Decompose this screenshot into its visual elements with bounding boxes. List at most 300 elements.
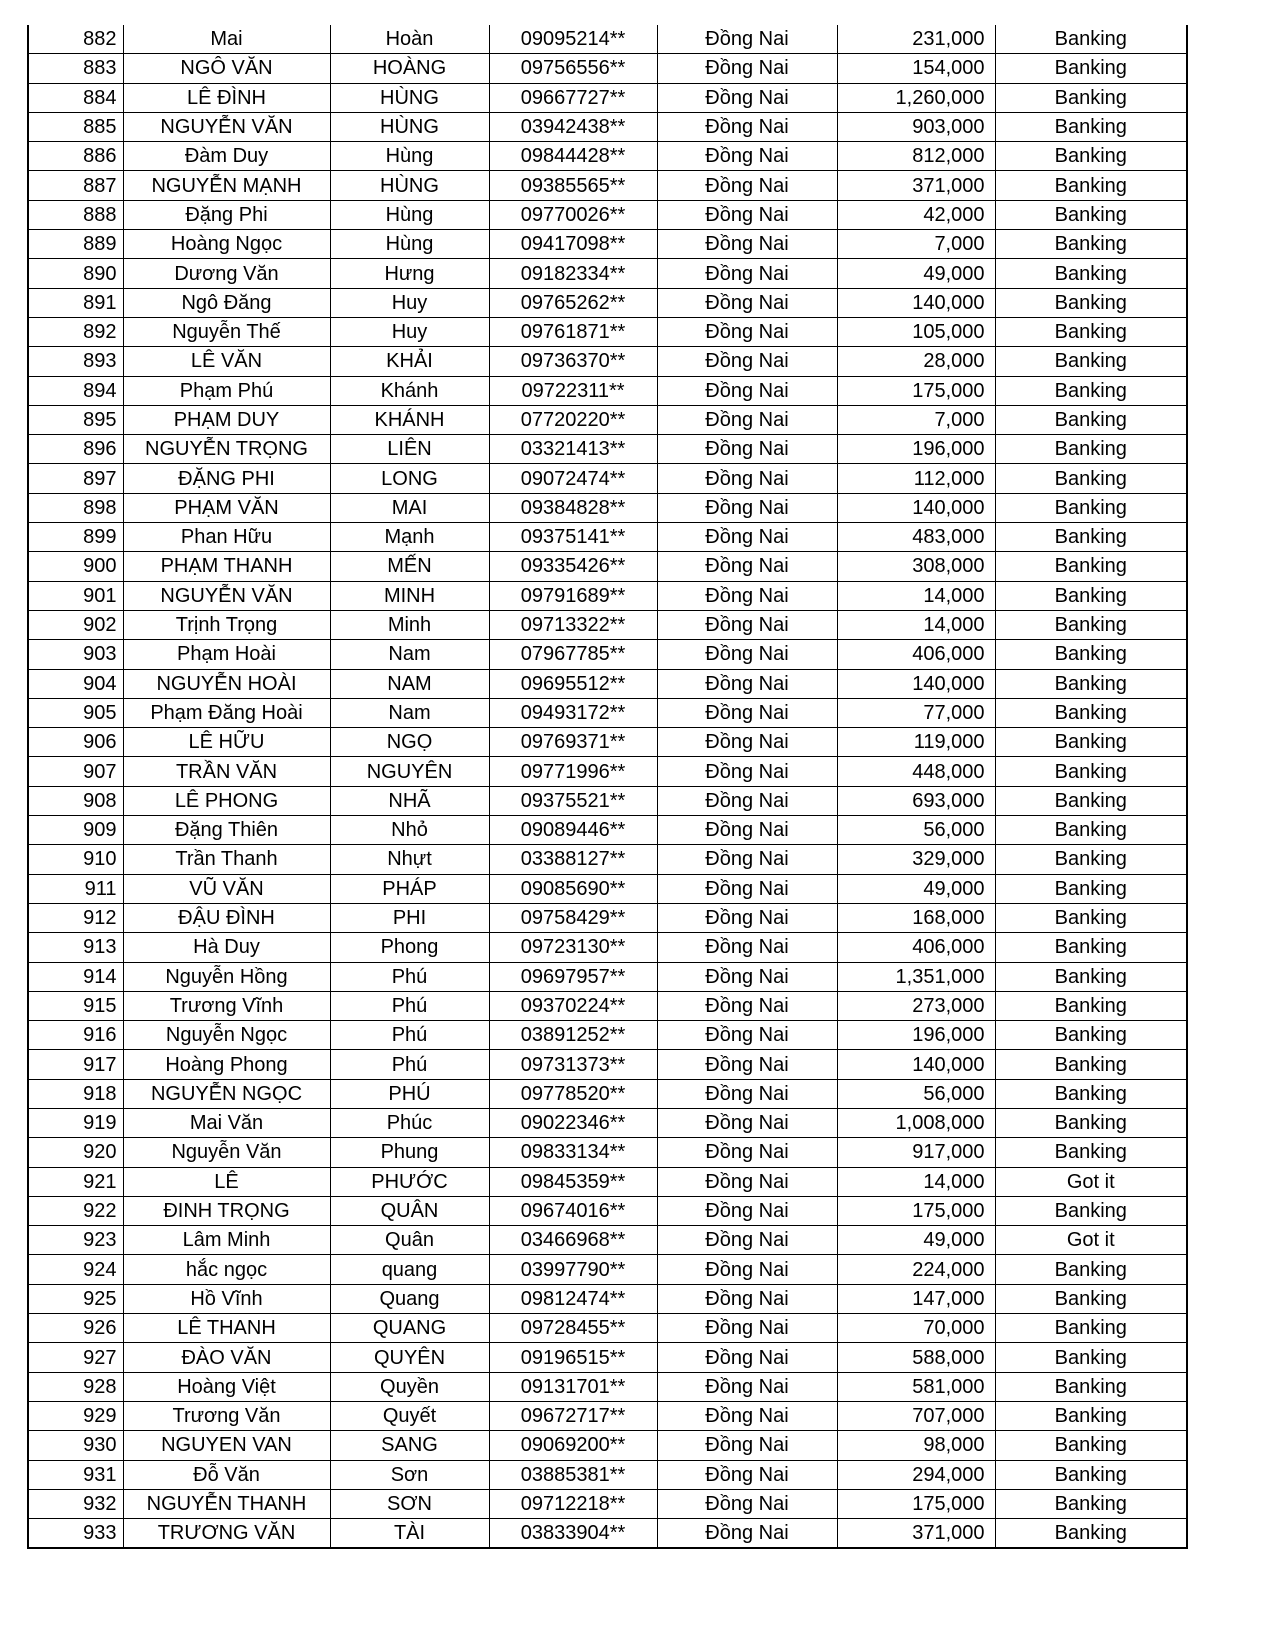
payment-method-cell: Banking <box>995 347 1187 376</box>
amount-cell: 105,000 <box>837 317 995 346</box>
payment-method-cell: Banking <box>995 1372 1187 1401</box>
province-cell: Đồng Nai <box>657 317 837 346</box>
payment-method-cell: Banking <box>995 640 1187 669</box>
payment-method-cell: Banking <box>995 25 1187 54</box>
last-name-cell: LÊ PHONG <box>123 786 330 815</box>
province-cell: Đồng Nai <box>657 1314 837 1343</box>
row-number: 929 <box>28 1401 123 1430</box>
payment-method-cell: Banking <box>995 610 1187 639</box>
table-row <box>28 523 1187 552</box>
first-name-cell: Huy <box>330 288 489 317</box>
phone-cell: 09072474** <box>489 464 657 493</box>
row-number: 922 <box>28 1196 123 1225</box>
phone-cell: 09417098** <box>489 230 657 259</box>
payment-method-cell: Banking <box>995 552 1187 581</box>
table-row <box>28 1284 1187 1313</box>
phone-cell: 03942438** <box>489 112 657 141</box>
payment-method-cell: Banking <box>995 230 1187 259</box>
row-number: 894 <box>28 376 123 405</box>
table-row <box>28 552 1187 581</box>
amount-cell: 154,000 <box>837 54 995 83</box>
payment-method-cell: Banking <box>995 845 1187 874</box>
table-row <box>28 435 1187 464</box>
row-number: 913 <box>28 933 123 962</box>
payment-method-cell: Banking <box>995 1079 1187 1108</box>
payment-method-cell: Banking <box>995 728 1187 757</box>
row-number: 909 <box>28 816 123 845</box>
payment-method-cell: Banking <box>995 1021 1187 1050</box>
payment-method-cell: Banking <box>995 1519 1187 1549</box>
first-name-cell: NAM <box>330 669 489 698</box>
province-cell: Đồng Nai <box>657 1519 837 1549</box>
last-name-cell: hắc ngọc <box>123 1255 330 1284</box>
phone-cell: 03891252** <box>489 1021 657 1050</box>
amount-cell: 294,000 <box>837 1460 995 1489</box>
amount-cell: 308,000 <box>837 552 995 581</box>
province-cell: Đồng Nai <box>657 1226 837 1255</box>
table-row <box>28 1079 1187 1108</box>
last-name-cell: LÊ HỮU <box>123 728 330 757</box>
first-name-cell: QUANG <box>330 1314 489 1343</box>
first-name-cell: QUYÊN <box>330 1343 489 1372</box>
first-name-cell: quang <box>330 1255 489 1284</box>
first-name-cell: KHÁNH <box>330 405 489 434</box>
last-name-cell: Nguyễn Thế <box>123 317 330 346</box>
table-row <box>28 1489 1187 1518</box>
amount-cell: 98,000 <box>837 1431 995 1460</box>
amount-cell: 56,000 <box>837 816 995 845</box>
phone-cell: 09844428** <box>489 142 657 171</box>
table-row <box>28 25 1187 54</box>
row-number: 920 <box>28 1138 123 1167</box>
last-name-cell: Ngô Đăng <box>123 288 330 317</box>
province-cell: Đồng Nai <box>657 845 837 874</box>
province-cell: Đồng Nai <box>657 757 837 786</box>
payment-method-cell: Got it <box>995 1226 1187 1255</box>
last-name-cell: Trịnh Trọng <box>123 610 330 639</box>
row-number: 899 <box>28 523 123 552</box>
phone-cell: 07967785** <box>489 640 657 669</box>
province-cell: Đồng Nai <box>657 1050 837 1079</box>
table-row <box>28 200 1187 229</box>
first-name-cell: Hưng <box>330 259 489 288</box>
phone-cell: 07720220** <box>489 405 657 434</box>
payment-method-cell: Banking <box>995 1050 1187 1079</box>
phone-cell: 09384828** <box>489 493 657 522</box>
amount-cell: 483,000 <box>837 523 995 552</box>
first-name-cell: Nam <box>330 698 489 727</box>
province-cell: Đồng Nai <box>657 640 837 669</box>
amount-cell: 917,000 <box>837 1138 995 1167</box>
amount-cell: 329,000 <box>837 845 995 874</box>
first-name-cell: Phung <box>330 1138 489 1167</box>
last-name-cell: Phạm Hoài <box>123 640 330 669</box>
amount-cell: 1,008,000 <box>837 1108 995 1137</box>
row-number: 887 <box>28 171 123 200</box>
province-cell: Đồng Nai <box>657 142 837 171</box>
last-name-cell: Nguyễn Hồng <box>123 962 330 991</box>
amount-cell: 119,000 <box>837 728 995 757</box>
payment-method-cell: Banking <box>995 376 1187 405</box>
table-row <box>28 845 1187 874</box>
table-row <box>28 288 1187 317</box>
first-name-cell: Phong <box>330 933 489 962</box>
last-name-cell: LÊ VĂN <box>123 347 330 376</box>
first-name-cell: KHẢI <box>330 347 489 376</box>
last-name-cell: Phạm Phú <box>123 376 330 405</box>
table-row <box>28 1021 1187 1050</box>
table-body <box>28 25 1187 1548</box>
payment-method-cell: Banking <box>995 1489 1187 1518</box>
phone-cell: 09728455** <box>489 1314 657 1343</box>
amount-cell: 140,000 <box>837 493 995 522</box>
first-name-cell: NHÃ <box>330 786 489 815</box>
payment-method-cell: Banking <box>995 786 1187 815</box>
phone-cell: 09370224** <box>489 991 657 1020</box>
amount-cell: 7,000 <box>837 230 995 259</box>
payment-method-cell: Banking <box>995 142 1187 171</box>
payment-method-cell: Banking <box>995 1255 1187 1284</box>
first-name-cell: Quyền <box>330 1372 489 1401</box>
last-name-cell: Hoàng Phong <box>123 1050 330 1079</box>
last-name-cell: NGUYỄN VĂN <box>123 112 330 141</box>
province-cell: Đồng Nai <box>657 200 837 229</box>
amount-cell: 14,000 <box>837 581 995 610</box>
table-row <box>28 54 1187 83</box>
phone-cell: 09182334** <box>489 259 657 288</box>
payment-method-cell: Banking <box>995 435 1187 464</box>
amount-cell: 196,000 <box>837 1021 995 1050</box>
amount-cell: 224,000 <box>837 1255 995 1284</box>
table-row <box>28 874 1187 903</box>
first-name-cell: Quyết <box>330 1401 489 1430</box>
first-name-cell: Nam <box>330 640 489 669</box>
table-row <box>28 376 1187 405</box>
last-name-cell: VŨ VĂN <box>123 874 330 903</box>
phone-cell: 09095214** <box>489 25 657 54</box>
province-cell: Đồng Nai <box>657 991 837 1020</box>
last-name-cell: LÊ ĐÌNH <box>123 83 330 112</box>
province-cell: Đồng Nai <box>657 903 837 932</box>
first-name-cell: PHI <box>330 903 489 932</box>
payment-method-cell: Banking <box>995 493 1187 522</box>
amount-cell: 14,000 <box>837 1167 995 1196</box>
phone-cell: 09791689** <box>489 581 657 610</box>
row-number: 906 <box>28 728 123 757</box>
first-name-cell: Khánh <box>330 376 489 405</box>
row-number: 891 <box>28 288 123 317</box>
phone-cell: 09131701** <box>489 1372 657 1401</box>
payment-method-cell: Banking <box>995 1401 1187 1430</box>
last-name-cell: Nguyễn Văn <box>123 1138 330 1167</box>
last-name-cell: TRẦN VĂN <box>123 757 330 786</box>
province-cell: Đồng Nai <box>657 1167 837 1196</box>
first-name-cell: Nhựt <box>330 845 489 874</box>
row-number: 896 <box>28 435 123 464</box>
province-cell: Đồng Nai <box>657 464 837 493</box>
province-cell: Đồng Nai <box>657 288 837 317</box>
amount-cell: 14,000 <box>837 610 995 639</box>
amount-cell: 140,000 <box>837 1050 995 1079</box>
amount-cell: 707,000 <box>837 1401 995 1430</box>
table-row <box>28 610 1187 639</box>
payment-method-cell: Banking <box>995 1460 1187 1489</box>
phone-cell: 09375521** <box>489 786 657 815</box>
last-name-cell: ĐẬU ĐÌNH <box>123 903 330 932</box>
first-name-cell: Hùng <box>330 230 489 259</box>
table-row <box>28 933 1187 962</box>
amount-cell: 588,000 <box>837 1343 995 1372</box>
province-cell: Đồng Nai <box>657 1489 837 1518</box>
amount-cell: 903,000 <box>837 112 995 141</box>
province-cell: Đồng Nai <box>657 610 837 639</box>
payment-method-cell: Banking <box>995 1314 1187 1343</box>
row-number: 898 <box>28 493 123 522</box>
phone-cell: 09736370** <box>489 347 657 376</box>
row-number: 889 <box>28 230 123 259</box>
phone-cell: 09085690** <box>489 874 657 903</box>
first-name-cell: LONG <box>330 464 489 493</box>
phone-cell: 09722311** <box>489 376 657 405</box>
province-cell: Đồng Nai <box>657 1372 837 1401</box>
payment-method-cell: Banking <box>995 288 1187 317</box>
amount-cell: 231,000 <box>837 25 995 54</box>
phone-cell: 09697957** <box>489 962 657 991</box>
table-row <box>28 698 1187 727</box>
row-number: 897 <box>28 464 123 493</box>
last-name-cell: Mai <box>123 25 330 54</box>
last-name-cell: ĐÀO VĂN <box>123 1343 330 1372</box>
last-name-cell: NGUYỄN THANH <box>123 1489 330 1518</box>
last-name-cell: ĐẶNG PHI <box>123 464 330 493</box>
row-number: 883 <box>28 54 123 83</box>
amount-cell: 406,000 <box>837 933 995 962</box>
last-name-cell: Phan Hữu <box>123 523 330 552</box>
last-name-cell: Trương Văn <box>123 1401 330 1430</box>
table-row <box>28 1196 1187 1225</box>
phone-cell: 09493172** <box>489 698 657 727</box>
amount-cell: 693,000 <box>837 786 995 815</box>
amount-cell: 406,000 <box>837 640 995 669</box>
table-row <box>28 1138 1187 1167</box>
table-row <box>28 1519 1187 1549</box>
row-number: 882 <box>28 25 123 54</box>
payment-method-cell: Banking <box>995 464 1187 493</box>
row-number: 923 <box>28 1226 123 1255</box>
payment-method-cell: Banking <box>995 962 1187 991</box>
table-row <box>28 1343 1187 1372</box>
table-row <box>28 112 1187 141</box>
last-name-cell: ĐINH TRỌNG <box>123 1196 330 1225</box>
first-name-cell: Hùng <box>330 200 489 229</box>
first-name-cell: Phú <box>330 991 489 1020</box>
province-cell: Đồng Nai <box>657 1255 837 1284</box>
last-name-cell: Hà Duy <box>123 933 330 962</box>
last-name-cell: Hoàng Việt <box>123 1372 330 1401</box>
phone-cell: 09672717** <box>489 1401 657 1430</box>
first-name-cell: Huy <box>330 317 489 346</box>
amount-cell: 448,000 <box>837 757 995 786</box>
province-cell: Đồng Nai <box>657 1401 837 1430</box>
phone-cell: 09667727** <box>489 83 657 112</box>
province-cell: Đồng Nai <box>657 962 837 991</box>
phone-cell: 09022346** <box>489 1108 657 1137</box>
first-name-cell: Phúc <box>330 1108 489 1137</box>
first-name-cell: Hùng <box>330 142 489 171</box>
table-row <box>28 1431 1187 1460</box>
amount-cell: 28,000 <box>837 347 995 376</box>
table-row <box>28 405 1187 434</box>
table-row <box>28 640 1187 669</box>
province-cell: Đồng Nai <box>657 1284 837 1313</box>
table-row <box>28 464 1187 493</box>
table-row <box>28 581 1187 610</box>
phone-cell: 03388127** <box>489 845 657 874</box>
amount-cell: 147,000 <box>837 1284 995 1313</box>
payment-method-cell: Banking <box>995 581 1187 610</box>
row-number: 925 <box>28 1284 123 1313</box>
last-name-cell: NGUYỄN TRỌNG <box>123 435 330 464</box>
first-name-cell: Minh <box>330 610 489 639</box>
first-name-cell: QUÂN <box>330 1196 489 1225</box>
amount-cell: 49,000 <box>837 874 995 903</box>
province-cell: Đồng Nai <box>657 405 837 434</box>
province-cell: Đồng Nai <box>657 259 837 288</box>
last-name-cell: NGUYEN VAN <box>123 1431 330 1460</box>
province-cell: Đồng Nai <box>657 376 837 405</box>
last-name-cell: Đàm Duy <box>123 142 330 171</box>
row-number: 927 <box>28 1343 123 1372</box>
phone-cell: 09769371** <box>489 728 657 757</box>
table-row <box>28 991 1187 1020</box>
row-number: 907 <box>28 757 123 786</box>
amount-cell: 56,000 <box>837 1079 995 1108</box>
amount-cell: 371,000 <box>837 1519 995 1549</box>
table-row <box>28 171 1187 200</box>
payment-method-cell: Banking <box>995 317 1187 346</box>
amount-cell: 77,000 <box>837 698 995 727</box>
row-number: 905 <box>28 698 123 727</box>
first-name-cell: PHÚ <box>330 1079 489 1108</box>
last-name-cell: NGÔ VĂN <box>123 54 330 83</box>
payment-method-cell: Banking <box>995 523 1187 552</box>
table-row <box>28 230 1187 259</box>
payment-method-cell: Banking <box>995 1343 1187 1372</box>
first-name-cell: HÙNG <box>330 83 489 112</box>
province-cell: Đồng Nai <box>657 523 837 552</box>
row-number: 921 <box>28 1167 123 1196</box>
province-cell: Đồng Nai <box>657 83 837 112</box>
payment-method-cell: Banking <box>995 669 1187 698</box>
last-name-cell: NGUYỄN VĂN <box>123 581 330 610</box>
row-number: 903 <box>28 640 123 669</box>
row-number: 890 <box>28 259 123 288</box>
last-name-cell: NGUYỄN MẠNH <box>123 171 330 200</box>
row-number: 910 <box>28 845 123 874</box>
row-number: 931 <box>28 1460 123 1489</box>
last-name-cell: PHẠM THANH <box>123 552 330 581</box>
row-number: 915 <box>28 991 123 1020</box>
amount-cell: 175,000 <box>837 1196 995 1225</box>
payment-method-cell: Banking <box>995 1108 1187 1137</box>
phone-cell: 09765262** <box>489 288 657 317</box>
table-row <box>28 669 1187 698</box>
row-number: 895 <box>28 405 123 434</box>
first-name-cell: Nhỏ <box>330 816 489 845</box>
last-name-cell: Mai Văn <box>123 1108 330 1137</box>
row-number: 917 <box>28 1050 123 1079</box>
province-cell: Đồng Nai <box>657 230 837 259</box>
payment-method-cell: Banking <box>995 757 1187 786</box>
last-name-cell: Dương Văn <box>123 259 330 288</box>
table-row <box>28 1401 1187 1430</box>
first-name-cell: MINH <box>330 581 489 610</box>
province-cell: Đồng Nai <box>657 728 837 757</box>
phone-cell: 09335426** <box>489 552 657 581</box>
province-cell: Đồng Nai <box>657 1460 837 1489</box>
last-name-cell: Hoàng Ngọc <box>123 230 330 259</box>
province-cell: Đồng Nai <box>657 552 837 581</box>
payment-method-cell: Banking <box>995 1138 1187 1167</box>
province-cell: Đồng Nai <box>657 25 837 54</box>
amount-cell: 140,000 <box>837 288 995 317</box>
row-number: 918 <box>28 1079 123 1108</box>
row-number: 912 <box>28 903 123 932</box>
payment-method-cell: Banking <box>995 83 1187 112</box>
amount-cell: 49,000 <box>837 259 995 288</box>
province-cell: Đồng Nai <box>657 669 837 698</box>
last-name-cell: Hồ Vĩnh <box>123 1284 330 1313</box>
row-number: 908 <box>28 786 123 815</box>
phone-cell: 09712218** <box>489 1489 657 1518</box>
amount-cell: 1,260,000 <box>837 83 995 112</box>
row-number: 892 <box>28 317 123 346</box>
payment-method-cell: Banking <box>995 1196 1187 1225</box>
row-number: 911 <box>28 874 123 903</box>
table-row <box>28 1255 1187 1284</box>
phone-cell: 03833904** <box>489 1519 657 1549</box>
phone-cell: 09375141** <box>489 523 657 552</box>
row-number: 888 <box>28 200 123 229</box>
province-cell: Đồng Nai <box>657 698 837 727</box>
table-row <box>28 493 1187 522</box>
last-name-cell: LÊ <box>123 1167 330 1196</box>
winners-table <box>27 25 1188 1549</box>
first-name-cell: TÀI <box>330 1519 489 1549</box>
payment-method-cell: Banking <box>995 1284 1187 1313</box>
table-row <box>28 347 1187 376</box>
payment-method-cell: Banking <box>995 991 1187 1020</box>
first-name-cell: HÙNG <box>330 112 489 141</box>
phone-cell: 09761871** <box>489 317 657 346</box>
province-cell: Đồng Nai <box>657 786 837 815</box>
phone-cell: 09385565** <box>489 171 657 200</box>
province-cell: Đồng Nai <box>657 933 837 962</box>
phone-cell: 09069200** <box>489 1431 657 1460</box>
first-name-cell: Phú <box>330 962 489 991</box>
table-row <box>28 1372 1187 1401</box>
last-name-cell: PHẠM DUY <box>123 405 330 434</box>
table-row <box>28 728 1187 757</box>
amount-cell: 112,000 <box>837 464 995 493</box>
first-name-cell: MẾN <box>330 552 489 581</box>
first-name-cell: PHÁP <box>330 874 489 903</box>
province-cell: Đồng Nai <box>657 874 837 903</box>
payment-method-cell: Banking <box>995 698 1187 727</box>
province-cell: Đồng Nai <box>657 816 837 845</box>
first-name-cell: Sơn <box>330 1460 489 1489</box>
table-row <box>28 1314 1187 1343</box>
